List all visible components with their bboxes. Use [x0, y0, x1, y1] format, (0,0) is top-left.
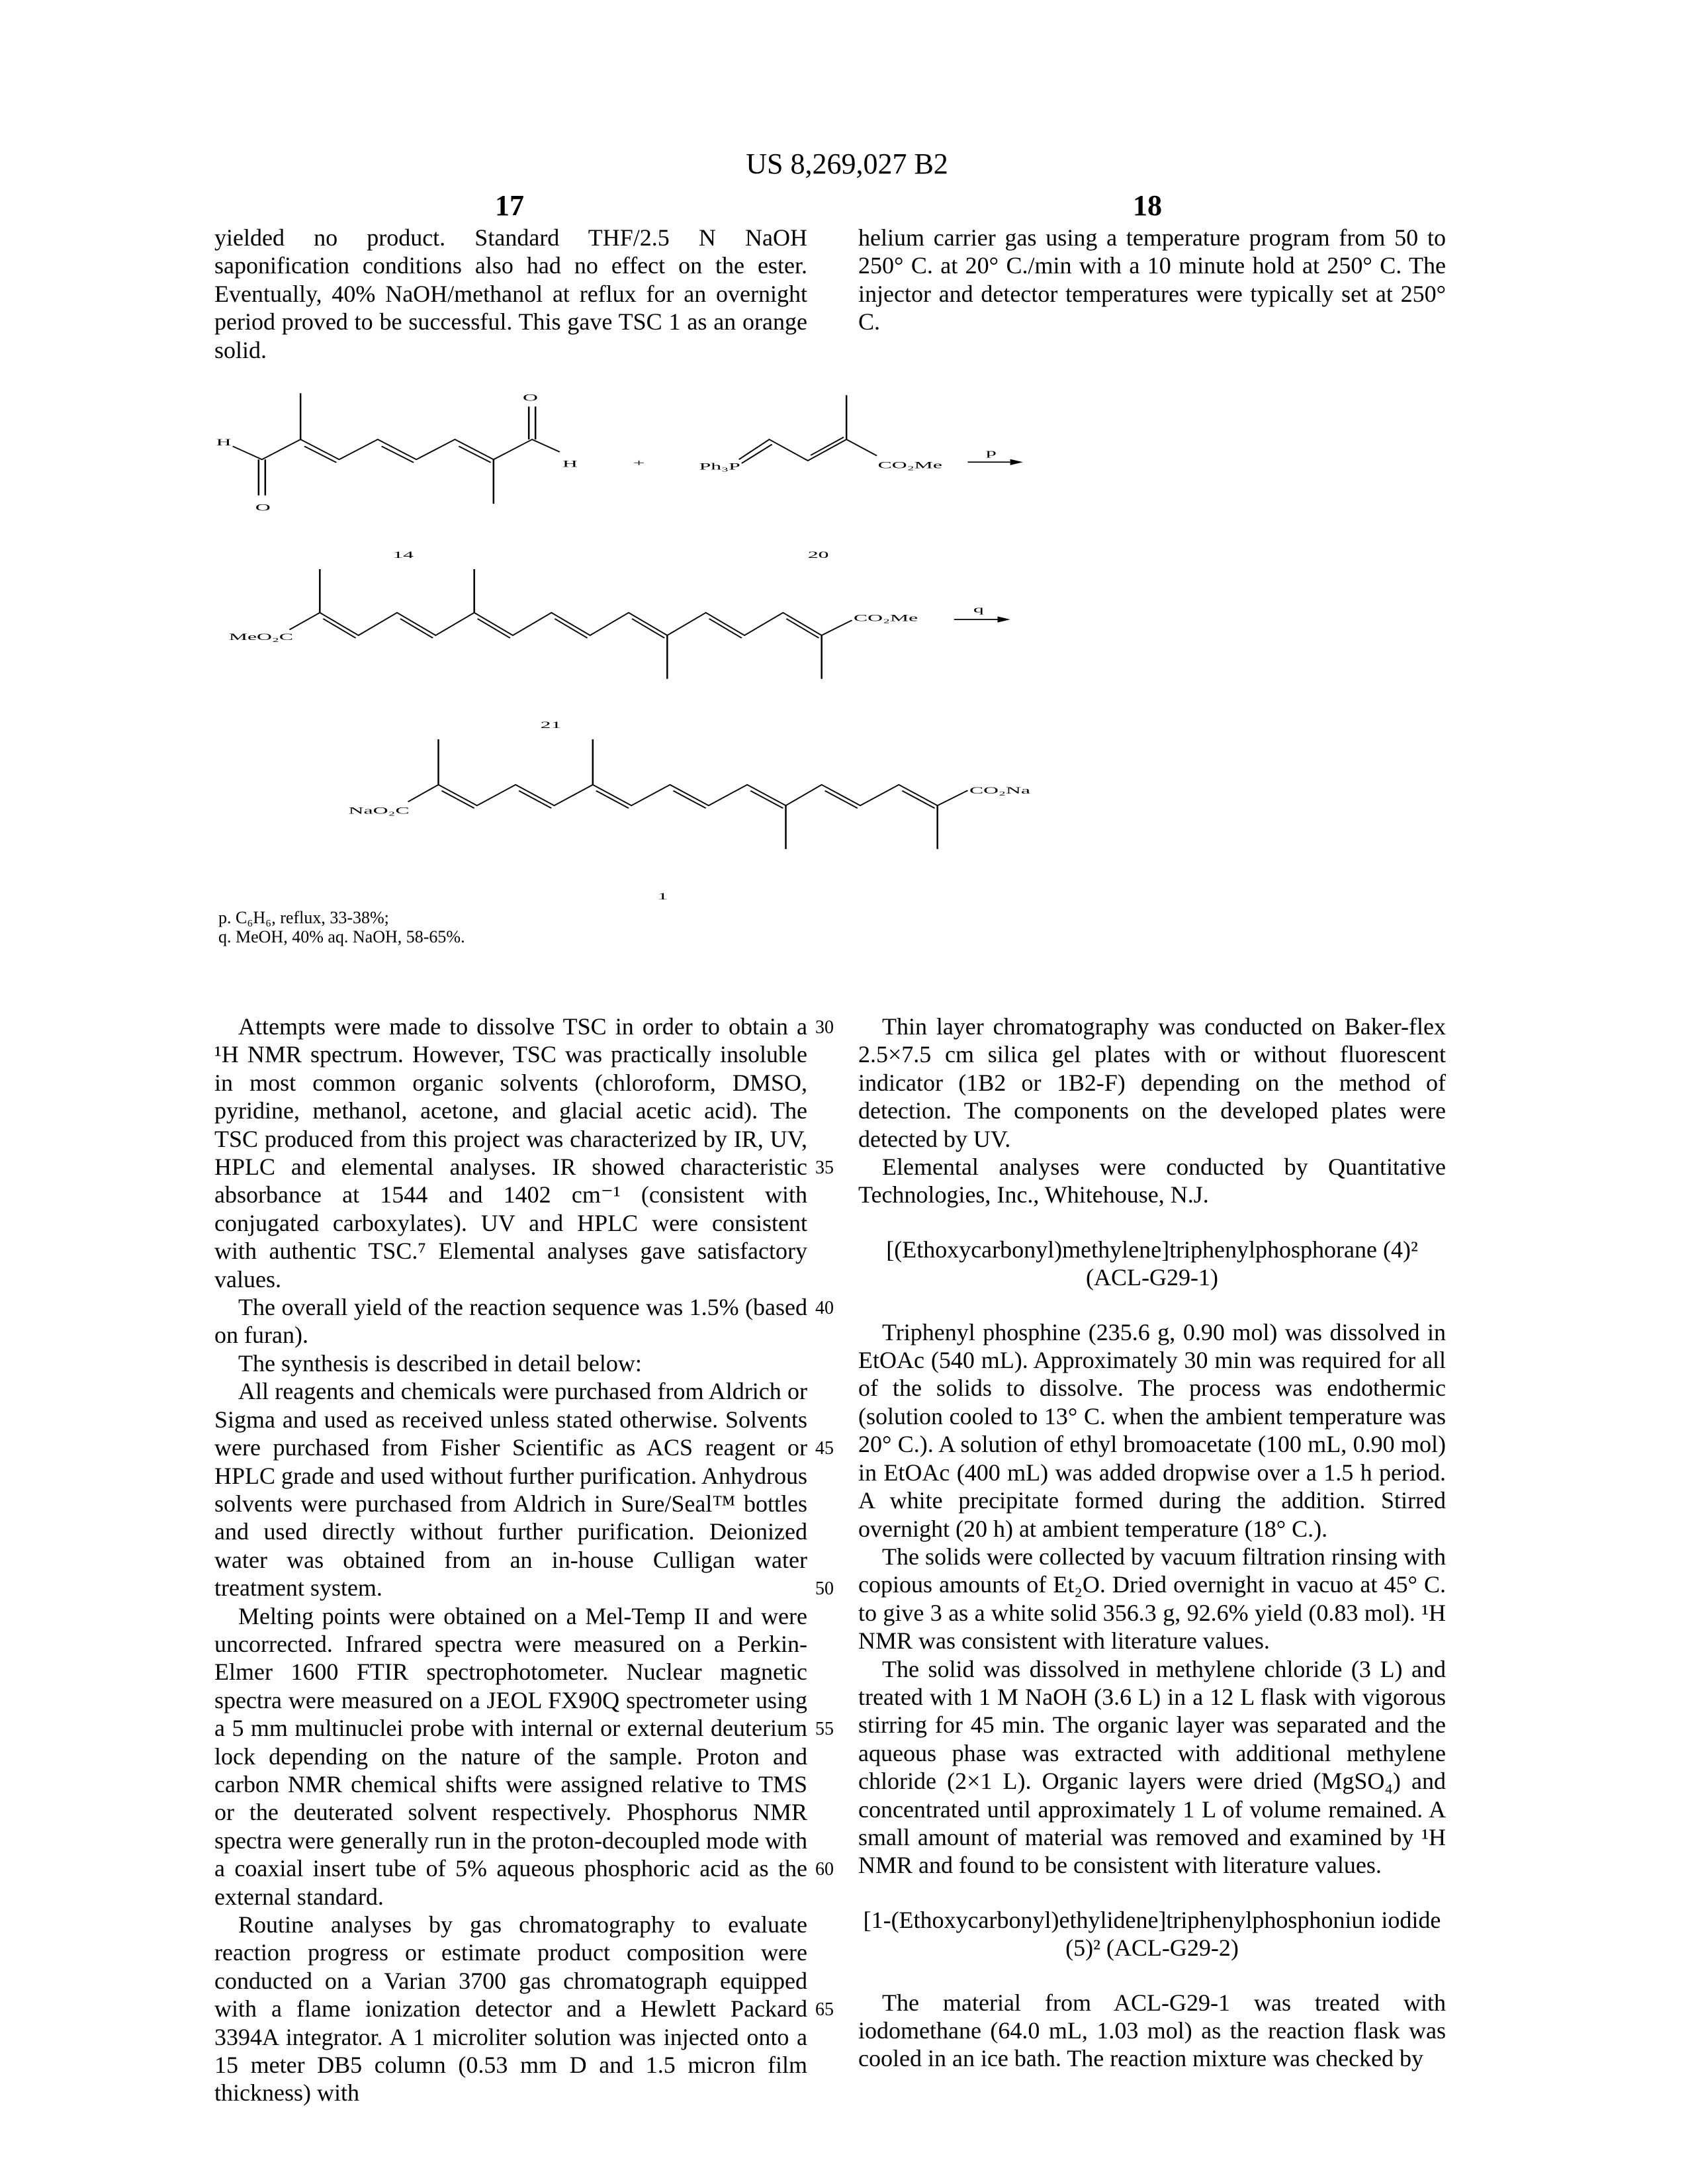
- paragraph: All reagents and chemicals were purchased from Aldrich or Sigma and used as received unless stated otherwise. Solvents were purchased from Fisher Scientific as ACS reagent or HPLC grade and used without further purification. Anhydrous solvents were purchased from Aldrich in Sure/Seal™ bottles and used directly without further purification. Deionized water was obtained from an in-house Culligan water treatment system.: [214, 1377, 807, 1602]
- page-number-right: 18: [1133, 189, 1162, 222]
- compound-14-label: 14: [392, 549, 414, 560]
- reaction-scheme: [199, 371, 1059, 966]
- arrow-p-head-icon: [1010, 459, 1023, 465]
- compound-21-label: 21: [541, 719, 562, 730]
- line-number: 50: [815, 1578, 834, 1600]
- label-ph3p: Ph₃P: [699, 461, 740, 472]
- paragraph: Routine analyses by gas chromatography to evaluate reaction progress or estimate product composition were conducted on a Varian 3700 gas chromatograph equipped with a flame ionization detector and a Hewlett Packard 3394A integrator. A 1 microliter solution was injected onto a 15 meter DB5 column (0.53 mm D and 1.5 micron film thickness) with: [214, 1911, 807, 2107]
- paragraph: Melting points were obtained on a Mel-Temp II and were uncorrected. Infrared spectra were measured on a Perkin-Elmer 1600 FTIR spectrophotometer. Nuclear magnetic spectra were measured on a JEOL FX90Q spectrometer using a 5 mm multinuclei probe with internal or external deuterium lock depending on the nature of the sample. Proton and carbon NMR chemical shifts were assigned relative to TMS or the deuterated solvent respectively. Phosphorus NMR spectra were generally run in the proton-decoupled mode with a coaxial insert tube of 5% aqueous phosphoric acid as the external standard.: [214, 1602, 807, 1911]
- left-column: [214, 1013, 807, 2107]
- footnote-q: q. MeOH, 40% aq. NaOH, 58-65%.: [218, 927, 465, 946]
- label-nao2c: NaO₂C: [349, 805, 410, 816]
- paragraph: helium carrier gas using a temperature program from 50 to 250° C. at 20° C./min with a 10 minute hold at 250° C. The injector and detector temperatures were typically set at 250° C.: [858, 224, 1446, 336]
- section-heading: [(Ethoxycarbonyl)methylene]triphenylphosphorane (4)² (ACL-G29-1): [858, 1236, 1446, 1292]
- compound-21-structure: [290, 569, 1001, 679]
- label-o2: O: [523, 392, 538, 403]
- line-number: 45: [815, 1438, 834, 1459]
- label-h2: H: [562, 459, 578, 469]
- label-h1: H: [216, 437, 232, 448]
- page-number-left: 17: [495, 189, 524, 222]
- paragraph: Thin layer chromatography was conducted on Baker-flex 2.5×7.5 cm silica gel plates with or without fluorescent indicator (1B2 or 1B2-F) depending on the method of detection. The components on the developed plates were detected by UV.: [858, 1013, 1446, 1153]
- line-number: 30: [815, 1017, 834, 1038]
- label-step-p: p: [986, 447, 997, 458]
- line-number: 60: [815, 1859, 834, 1880]
- label-co2na: CO₂Na: [969, 785, 1030, 796]
- line-number: 35: [815, 1158, 834, 1179]
- section-heading: [1-(Ethoxycarbonyl)ethylidene]triphenylphosphoniun iodide (5)² (ACL-G29-2): [858, 1906, 1446, 1962]
- top-left-column: [214, 224, 807, 364]
- label-step-q: q: [973, 604, 984, 615]
- compound-20-label: 20: [808, 549, 829, 560]
- paragraph: The material from ACL-G29-1 was treated with iodomethane (64.0 mL, 1.03 mol) as the reaction flask was cooled in an ice bath. The reaction mixture was checked by: [858, 1989, 1446, 2073]
- label-o1: O: [255, 502, 271, 513]
- label-meo2c: MeO₂C: [229, 631, 293, 642]
- paragraph: The overall yield of the reaction sequence was 1.5% (based on furan).: [214, 1293, 807, 1349]
- line-number: 40: [815, 1298, 834, 1319]
- paragraph: The solid was dissolved in methylene chloride (3 L) and treated with 1 M NaOH (3.6 L) in a 12 L flask with vigorous stirring for 45 min. The organic layer was separated and the aqueous phase was extracted with additional methylene chloride (2×1 L). Organic layers were dried (MgSO₄) and concentrated until approximately 1 L of volume remained. A small amount of material was removed and examined by ¹H NMR and found to be consistent with literature values.: [858, 1655, 1446, 1880]
- right-column: [858, 1013, 1446, 2073]
- line-number: 55: [815, 1719, 834, 1740]
- label-plus: +: [633, 457, 645, 468]
- label-co2me-20: CO₂Me: [878, 460, 942, 471]
- label-co2me-21: CO₂Me: [854, 613, 918, 623]
- paragraph: yielded no product. Standard THF/2.5 N NaOH saponification conditions also had no effect on the ester. Eventually, 40% NaOH/methanol at reflux for an overnight period proved to be successful. This gave TSC 1 as an orange solid.: [214, 224, 807, 364]
- paragraph: The synthesis is described in detail below:: [214, 1349, 807, 1377]
- compound-14-structure: [233, 393, 560, 504]
- paragraph: Triphenyl phosphine (235.6 g, 0.90 mol) was dissolved in EtOAc (540 mL). Approximately 30 min was required for all of the solids to dissolve. The process was endothermic (solution cooled to 13° C. when the ambient temperature was 20° C.). A solution of ethyl bromoacetate (100 mL, 0.90 mol) in EtOAc (400 mL) was added dropwise over a 1.5 h period. A white precipitate formed during the addition. Stirred overnight (20 h) at ambient temperature (18° C.).: [858, 1318, 1446, 1543]
- arrow-q-head-icon: [998, 616, 1010, 622]
- paragraph: Attempts were made to dissolve TSC in order to obtain a ¹H NMR spectrum. However, TSC was practically insoluble in most common organic solvents (chloroform, DMSO, pyridine, methanol, acetone, and glacial acetic acid). The TSC produced from this project was characterized by IR, UV, HPLC and elemental analyses. IR showed characteristic absorbance at 1544 and 1402 cm⁻¹ (consistent with conjugated carboxylates). UV and HPLC were consistent with authentic TSC.⁷ Elemental analyses gave satisfactory values.: [214, 1013, 807, 1293]
- line-number: 65: [815, 1999, 834, 2021]
- compound-1-structure: [408, 739, 968, 849]
- compound-20-structure: [739, 395, 1015, 463]
- paragraph: Elemental analyses were conducted by Quantitative Technologies, Inc., Whitehouse, N.J.: [858, 1153, 1446, 1209]
- footnote-p: p. C₆H₆, reflux, 33-38%;: [218, 908, 389, 927]
- paragraph: The solids were collected by vacuum filtration rinsing with copious amounts of Et₂O. Dried overnight in vacuo at 45° C. to give 3 as a white solid 356.3 g, 92.6% yield (0.83 mol). ¹H NMR was consistent with literature values.: [858, 1543, 1446, 1655]
- compound-1-label: 1: [657, 891, 668, 901]
- top-right-column: [858, 224, 1446, 336]
- patent-number: US 8,269,027 B2: [0, 147, 1694, 181]
